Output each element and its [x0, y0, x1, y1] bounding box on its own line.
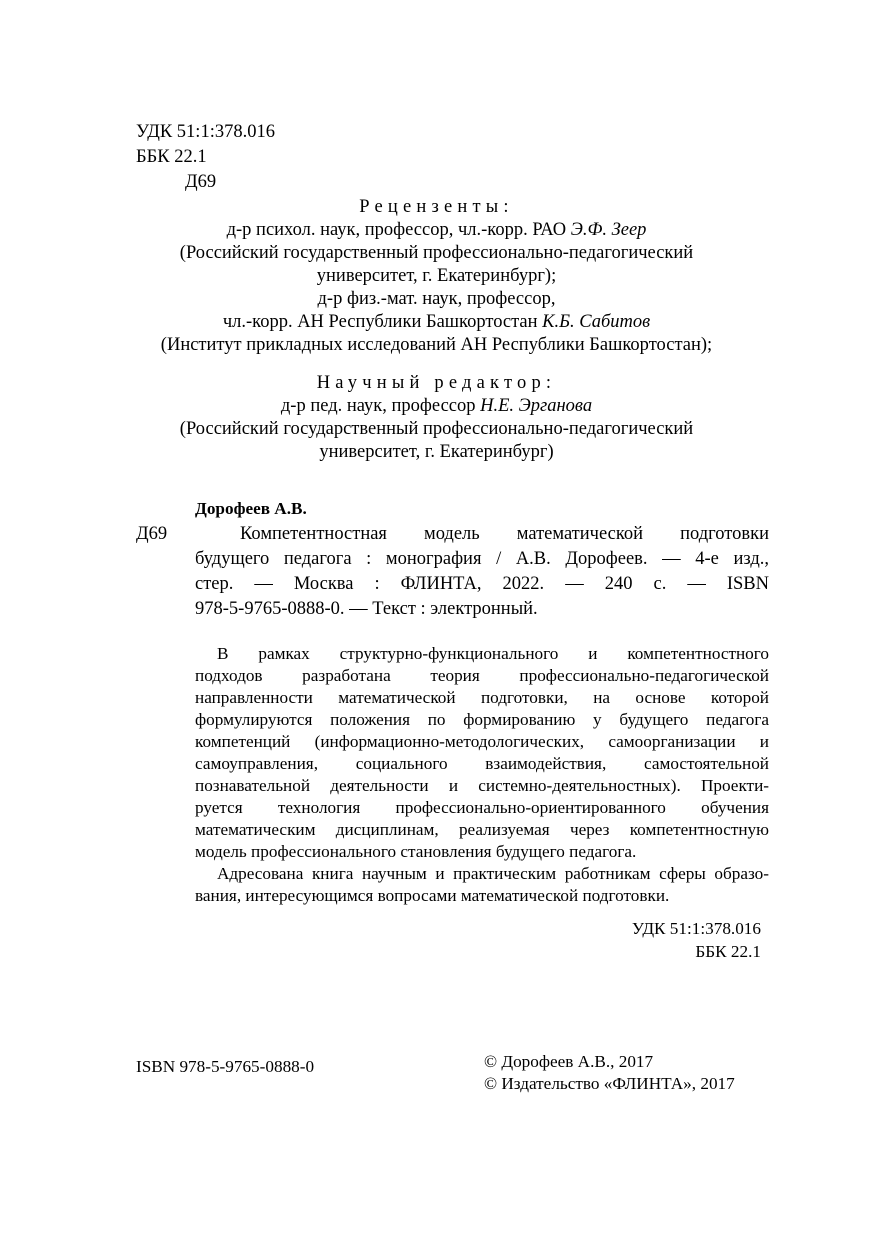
udk-code-bottom: УДК 51:1:378.016 — [631, 919, 761, 938]
editor-line-2: (Российский государственный профессионально-педагогический — [179, 419, 694, 439]
catalog-line-3: стер. — Москва : ФЛИНТА, 2022. — 240 с. — ISBN — [195, 574, 769, 594]
abstract-line-10: модель профессионального становления будущего педагога. — [195, 842, 637, 861]
copyright-publisher: © Издательство «ФЛИНТА», 2017 — [484, 1074, 735, 1093]
abstract-line-2: подходов разработана теория профессионально-педагогической — [195, 666, 769, 685]
copyright-author: © Дорофеев А.В., 2017 — [484, 1052, 654, 1071]
reviewer-1-name: Э.Ф. Зеер — [570, 220, 647, 240]
reviewer-1-title: д-р психол. наук, профессор, чл.-корр. РАО — [226, 220, 571, 240]
editor-line-3: университет, г. Екатеринбург) — [319, 442, 554, 462]
abstract-line-5: компетенций (информационно-методологических, самоорганизации и — [195, 732, 769, 751]
reviewers-heading: Рецензенты: — [359, 197, 514, 217]
bbk-code: ББК 22.1 — [136, 147, 207, 167]
abstract-line-8: руется технология профессионально-ориентированного обучения — [195, 798, 769, 817]
editor-title: д-р пед. наук, профессор — [280, 396, 481, 416]
catalog-line-4: 978-5-9765-0888-0. — Текст : электронный. — [195, 599, 538, 619]
abstract-line-1: В рамках структурно-функционального и компетентностного — [217, 644, 769, 663]
author-sign: Д69 — [185, 172, 217, 192]
udk-code: УДК 51:1:378.016 — [136, 122, 275, 142]
reviewer-1-line-1 — [0, 219, 873, 241]
abstract-line-4: формулируются положения по формированию у будущего педагога — [195, 710, 769, 729]
editor-name: Н.Е. Эрганова — [480, 396, 593, 416]
catalog-sign: Д69 — [136, 524, 168, 544]
reviewer-1-line-2: (Российский государственный профессионально-педагогический — [179, 243, 694, 263]
isbn: ISBN 978-5-9765-0888-0 — [136, 1057, 315, 1076]
abstract-line-3: направленности математической подготовки, на основе которой — [195, 688, 769, 707]
abstract-line-9: математическим дисциплинам, реализуемая через компетентностную — [195, 820, 769, 839]
reviewer-2-line-3: (Институт прикладных исследований АН Республики Башкортостан); — [160, 335, 713, 355]
reviewer-2-title: чл.-корр. АН Республики Башкортостан — [222, 312, 543, 332]
reviewer-2-line-1: д-р физ.-мат. наук, профессор, — [317, 289, 556, 309]
bbk-code-bottom: ББК 22.1 — [695, 942, 761, 961]
audience-line-2: вания, интересующимся вопросами математической подготовки. — [195, 886, 670, 905]
reviewer-1-line-3: университет, г. Екатеринбург); — [316, 266, 557, 286]
abstract-line-6: самоуправления, социального взаимодействия, самостоятельной — [195, 754, 769, 773]
catalog-author: Дорофеев А.В. — [195, 499, 307, 518]
editor-heading: Научный редактор: — [316, 373, 557, 393]
reviewer-2-line-2 — [0, 311, 873, 333]
catalog-line-1: Компетентностная модель математической подготовки — [240, 524, 769, 544]
audience-line-1: Адресована книга научным и практическим работникам сферы образо- — [217, 864, 769, 883]
catalog-line-2: будущего педагога : монография / А.В. Дорофеев. — 4-е изд., — [195, 549, 769, 569]
editor-line-1 — [0, 395, 873, 417]
abstract-line-7: познавательной деятельности и системно-деятельностных). Проекти- — [195, 776, 769, 795]
reviewer-2-name: К.Б. Сабитов — [542, 312, 651, 332]
